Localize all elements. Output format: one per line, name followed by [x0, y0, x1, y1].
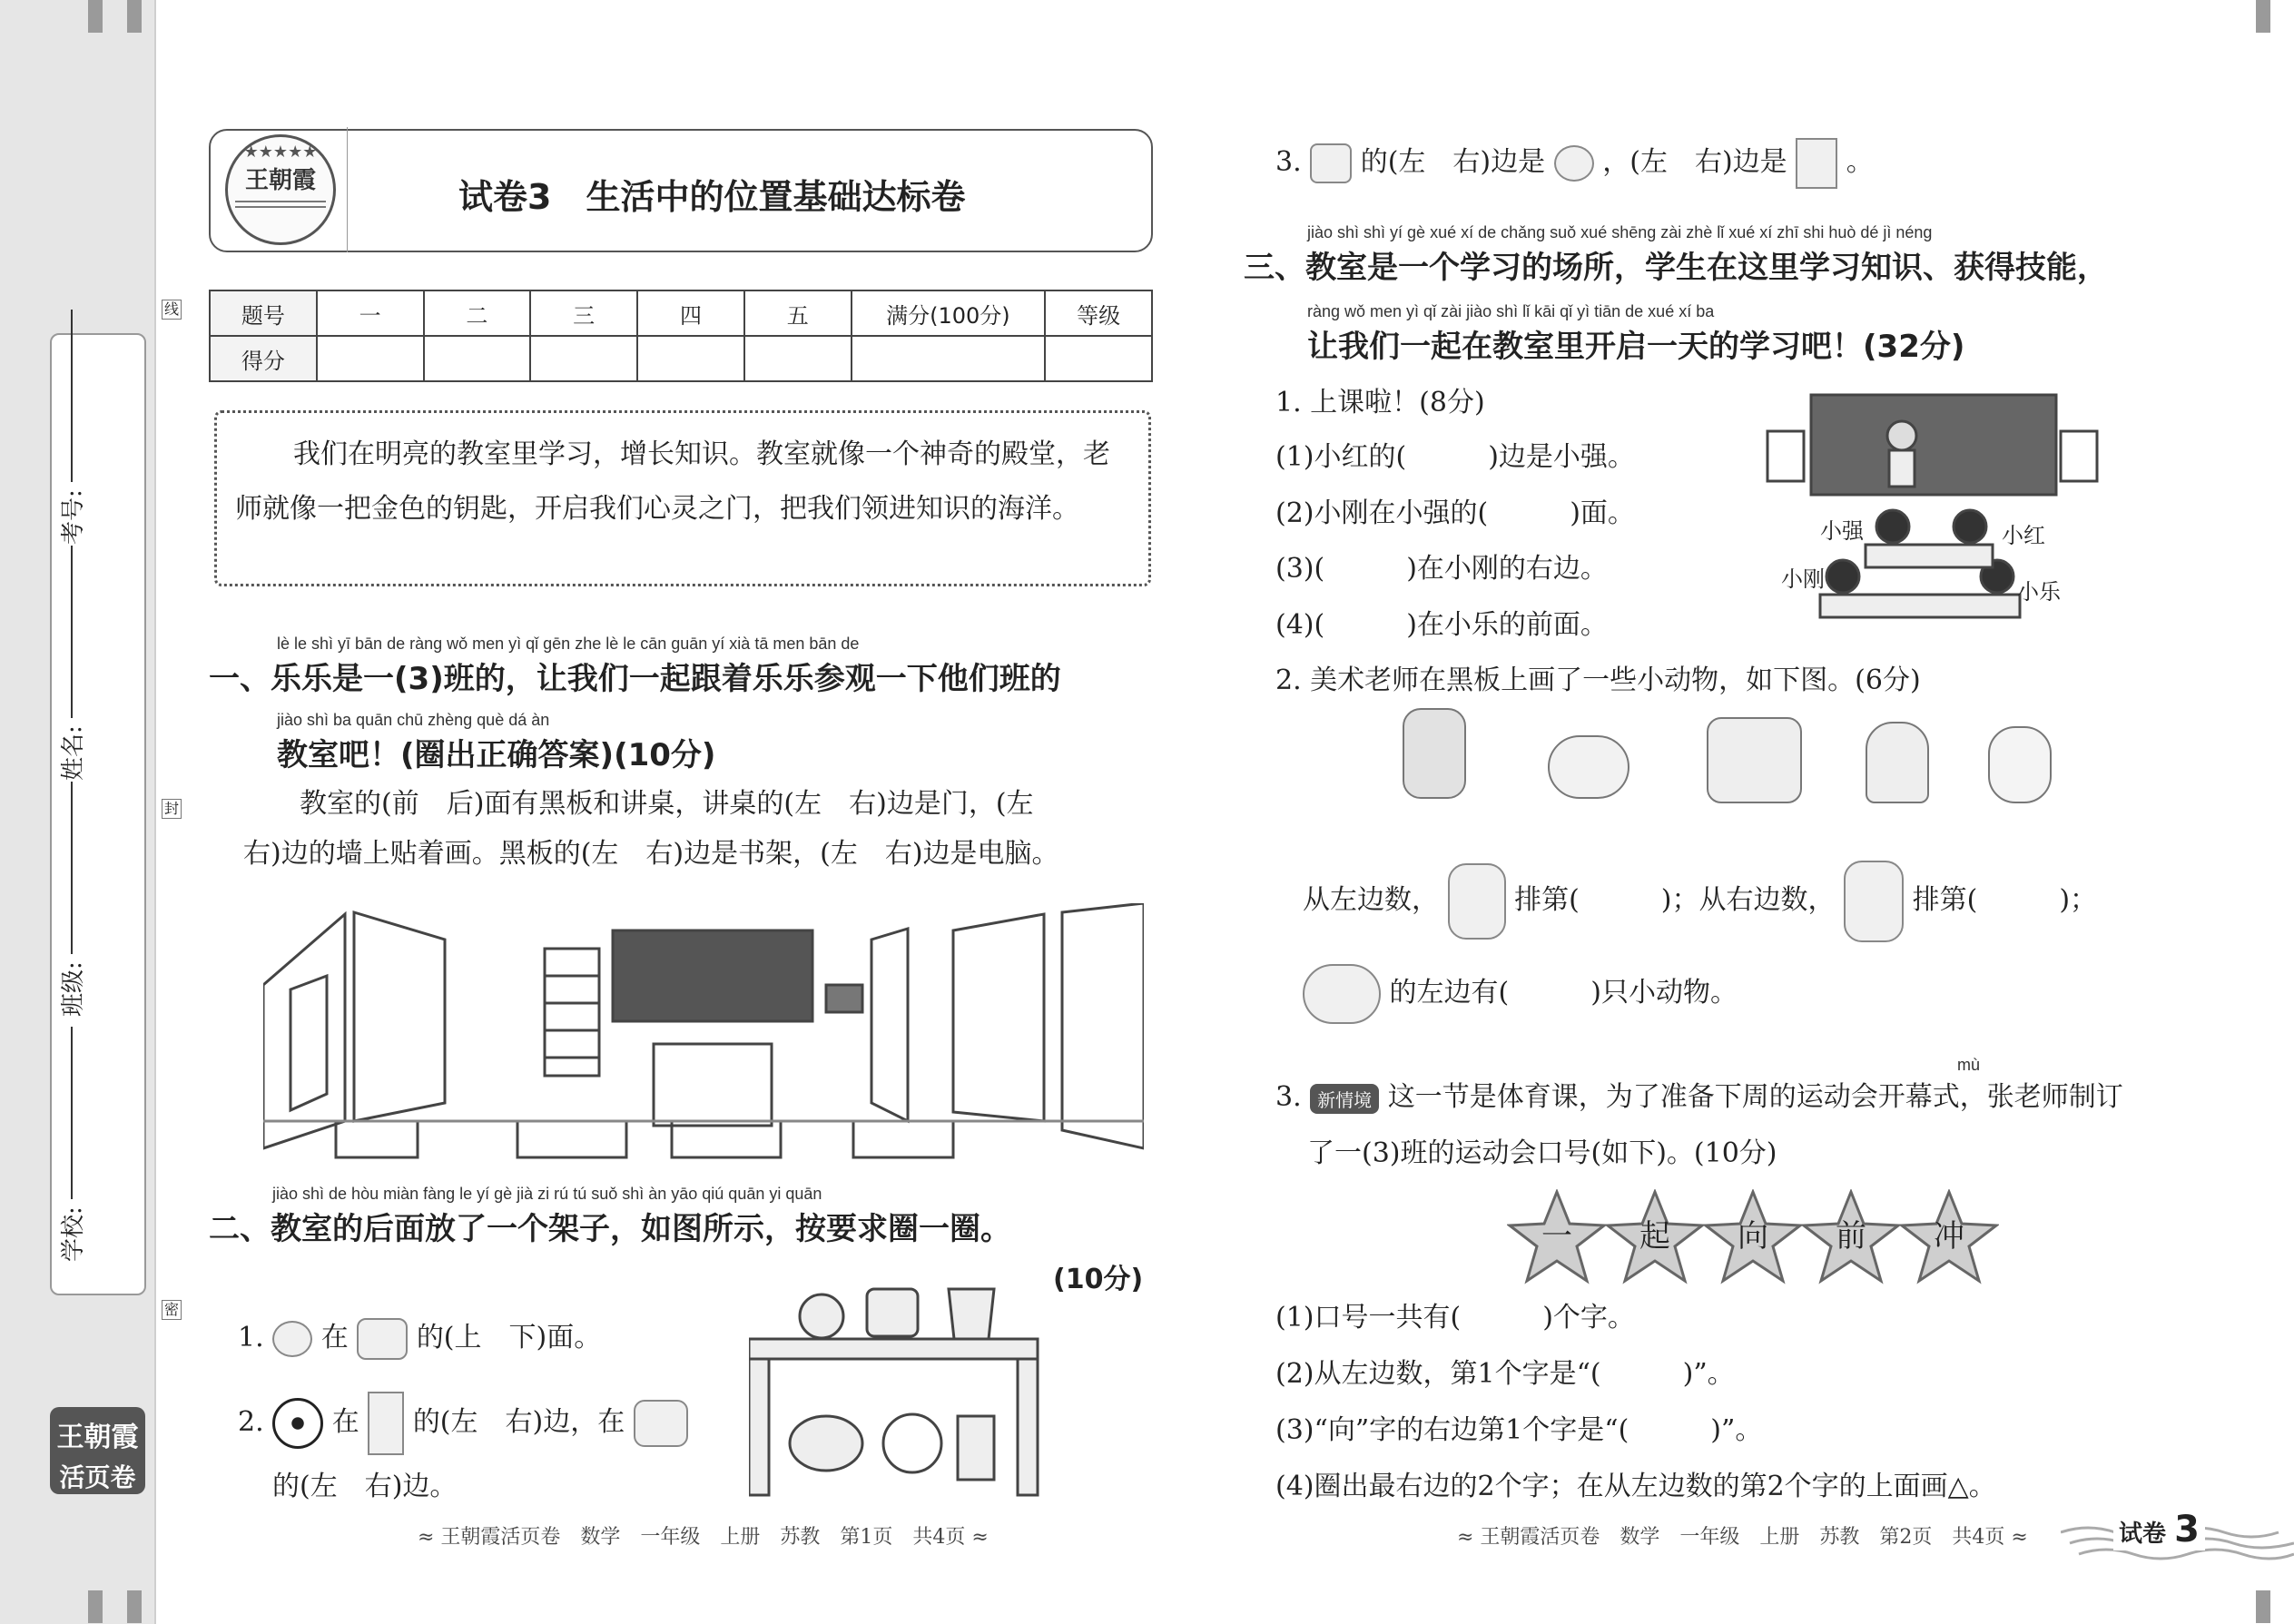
item-text: 在	[320, 1322, 349, 1353]
new-context-tag: 新情境	[1310, 1084, 1379, 1114]
q1-text[interactable]: 教室的(前 后)面有黑板和讲桌，讲桌的(左 右)边是门，(左	[300, 788, 1034, 820]
tomato-icon	[272, 1321, 312, 1357]
pinyin-line: lè le shì yī bān de ràng wǒ men yì qǐ gēn zhe lè le cān guān yí xià tā men bān de	[277, 635, 860, 653]
chicken-icon	[1448, 863, 1506, 940]
q3-heading-cont: 让我们一起在教室里开启一天的学习吧！(32分)	[1307, 329, 1965, 365]
sub3-item[interactable]: (2)从左边数，第1个字是“( )”。	[1275, 1358, 1735, 1390]
pinyin-line: ràng wǒ men yì qǐ zài jiào shì lǐ kāi qǐ yì tiān de xué xí ba	[1307, 302, 1715, 320]
tiger-icon	[1844, 861, 1904, 942]
sub2-line1[interactable]	[1303, 861, 2097, 942]
item-text: ，(左 右)边是	[1602, 146, 1787, 178]
sub2-line2[interactable]	[1303, 964, 1738, 1024]
item-text: 。	[1846, 146, 1874, 178]
score-cell[interactable]	[317, 336, 424, 381]
score-header-cell: 一	[317, 290, 424, 336]
score-header-cell: 三	[530, 290, 637, 336]
publisher-logo: ★★★★★ 王朝霞	[225, 134, 336, 245]
classroom-illustration	[263, 903, 1144, 1162]
score-cell[interactable]	[530, 336, 637, 381]
score-row-label: 得分	[210, 336, 317, 381]
sub3-text: 这一节是体育课，为了准备下周的运动会开幕式，张老师制订	[1387, 1081, 2123, 1113]
school-label: 学校:	[60, 1206, 87, 1262]
cup-icon	[1310, 143, 1352, 183]
cut-mark-seal: 封	[162, 799, 182, 819]
exam-number-label: 考号:	[60, 489, 87, 545]
binding-bar	[88, 0, 103, 33]
binding-bar	[127, 0, 142, 33]
score-cell[interactable]	[424, 336, 531, 381]
footer-right: ≈ 王朝霞活页卷 数学 一年级 上册 苏教 第2页 共4页 ≈	[1457, 1526, 2028, 1549]
slogan-star[interactable]	[1801, 1189, 1901, 1284]
star-char: 前	[1836, 1218, 1866, 1255]
binding-bar	[88, 1590, 103, 1623]
sub3-item[interactable]: (4)圈出最右边的2个字；在从左边数的第2个字的上面画△。	[1275, 1471, 1996, 1502]
sheep-icon	[1303, 964, 1381, 1024]
footer-left: ≈ 王朝霞活页卷 数学 一年级 上册 苏教 第1页 共4页 ≈	[418, 1526, 989, 1549]
dog-icon	[1988, 726, 2052, 803]
sub3-line1: 3. 新情境 这一节是体育课，为了准备下周的运动会开幕式，张老师制订	[1275, 1081, 2123, 1113]
score-header-cell: 五	[744, 290, 852, 336]
pinyin-line: jiào shì ba quān chū zhèng què dá àn	[277, 711, 550, 729]
score-cell[interactable]	[744, 336, 852, 381]
class-field[interactable]	[54, 782, 88, 1017]
q2-score: (10分)	[1053, 1264, 1144, 1295]
pinyin-mu: mù	[1957, 1056, 1981, 1074]
cut-mark-line: 线	[162, 300, 182, 320]
slogan-star[interactable]	[1703, 1189, 1803, 1284]
brand-line2: 活页卷	[59, 1462, 136, 1492]
score-header-cell: 等级	[1045, 290, 1152, 336]
item-text: 从左边数，	[1303, 884, 1439, 916]
school-field[interactable]	[54, 1027, 88, 1262]
label-xiaoqiang: 小强	[1820, 518, 1864, 544]
star-char: 起	[1639, 1218, 1670, 1255]
slogan-star[interactable]	[1899, 1189, 1999, 1284]
item-text: 在	[331, 1406, 359, 1438]
pitcher-icon	[1796, 138, 1837, 189]
q2-item2-cont[interactable]: 的(左 右)边。	[272, 1471, 458, 1502]
q2-item1[interactable]	[238, 1314, 601, 1360]
binding-bar	[2256, 0, 2270, 33]
score-header-row	[210, 290, 1152, 336]
soccer-ball-icon	[272, 1398, 323, 1449]
sub1-title: 1. 上课啦！(8分)	[1275, 387, 1485, 418]
q1-text[interactable]: 右)边的墙上贴着画。黑板的(左 右)边是书架，(左 右)边是电脑。	[243, 838, 1059, 870]
label-xiaohong: 小红	[2002, 523, 2045, 548]
sub1-item[interactable]: (3)( )在小刚的右边。	[1275, 553, 1608, 585]
item-text: 的左边有( )只小动物。	[1389, 977, 1738, 1009]
name-field[interactable]	[54, 546, 88, 781]
tiger-icon	[1403, 708, 1466, 799]
plant-icon	[368, 1392, 404, 1455]
score-cell[interactable]	[637, 336, 744, 381]
brand-badge	[50, 1407, 145, 1494]
sub3-item[interactable]: (1)口号一共有( )个字。	[1275, 1302, 1635, 1334]
pot-icon	[357, 1318, 408, 1360]
binding-bar	[127, 1590, 142, 1623]
sub3-item[interactable]: (3)“向”字的右边第1个字是“( )”。	[1275, 1414, 1763, 1446]
sub1-item[interactable]: (4)( )在小乐的前面。	[1275, 609, 1608, 641]
corner-label	[2113, 1509, 2205, 1550]
q1-heading: 一、乐乐是一(3)班的，让我们一起跟着乐乐参观一下他们班的	[209, 661, 1061, 697]
slogan-star[interactable]	[1605, 1189, 1705, 1284]
label-xiaogang: 小刚	[1781, 566, 1825, 592]
corner-number: 3	[2174, 1509, 2200, 1550]
class-label: 班级:	[60, 961, 87, 1017]
score-table	[209, 290, 1153, 382]
slogan-star[interactable]	[1507, 1189, 1607, 1284]
shelf-illustration	[749, 1280, 1039, 1498]
cut-mark-secret: 密	[162, 1300, 182, 1320]
q1-heading-cont: 教室吧！(圈出正确答案)(10分)	[277, 737, 716, 773]
sub3-text-cont: 了一(3)班的运动会口号(如下)。(10分)	[1307, 1137, 1777, 1169]
score-cell[interactable]	[1045, 336, 1152, 381]
page-title: 试卷3 生活中的位置基础达标卷	[458, 177, 966, 217]
sub1-item[interactable]: (2)小刚在小强的( )面。	[1275, 497, 1635, 529]
item-text: 排第( )；从右边数，	[1514, 884, 1836, 916]
cow-icon	[1707, 717, 1802, 803]
corner-label-text: 试卷	[2119, 1521, 2167, 1548]
score-cell[interactable]	[852, 336, 1046, 381]
score-header-cell: 满分(100分)	[852, 290, 1046, 336]
q2-item2[interactable]	[238, 1392, 688, 1455]
sub2-title: 2. 美术老师在黑板上画了一些小动物，如下图。(6分)	[1275, 664, 1921, 696]
q3-heading: 三、教室是一个学习的场所，学生在这里学习知识、获得技能，	[1244, 250, 2108, 286]
item-number: 3.	[1275, 146, 1302, 178]
pinyin-line: jiào shì de hòu miàn fàng le yí gè jià zi rú tú suǒ shì àn yāo qiú quān yi quān	[272, 1185, 822, 1203]
score-row	[210, 336, 1152, 381]
logo-text: 王朝霞	[244, 167, 316, 194]
label-xiaole: 小乐	[2017, 579, 2061, 605]
pinyin-line: jiào shì shì yí gè xué xí de chǎng suǒ xué shēng zài zhè lǐ xué xí zhī shi huò dé jì néng	[1307, 223, 1933, 241]
exam-number-field[interactable]	[54, 310, 88, 545]
q2-item3[interactable]	[1275, 138, 1874, 189]
item-text: 排第( )；	[1912, 884, 2098, 916]
item-text: 的(左 右)边是	[1360, 146, 1546, 178]
star-char: 冲	[1934, 1218, 1964, 1255]
sub1-item[interactable]: (1)小红的( )边是小强。	[1275, 441, 1635, 473]
q2-heading: 二、教室的后面放了一个架子，如图所示，按要求圈一圈。	[209, 1211, 1011, 1247]
tomato-icon	[1554, 145, 1594, 182]
brand-line1: 王朝霞	[56, 1422, 139, 1453]
pot-icon	[634, 1400, 688, 1447]
item-text: 的(左 右)边，在	[412, 1406, 625, 1438]
sheep-icon	[1548, 735, 1629, 799]
score-header-cell: 四	[637, 290, 744, 336]
score-header-cell: 二	[424, 290, 531, 336]
star-char: 向	[1738, 1218, 1768, 1255]
intro-passage: 我们在明亮的教室里学习，增长知识。教室就像一个神奇的殿堂，老师就像一把金色的钥匙，开启我们心灵之门，把我们领进知识的海洋。	[214, 410, 1151, 586]
chicken-icon	[1866, 722, 1929, 803]
item-number: 1.	[238, 1322, 264, 1353]
score-header-cell: 题号	[210, 290, 317, 336]
item-number: 2.	[238, 1406, 264, 1438]
binding-bar	[2256, 1590, 2270, 1623]
name-label: 姓名:	[60, 725, 87, 781]
star-char: 一	[1541, 1218, 1572, 1255]
item-text: 的(上 下)面。	[416, 1322, 602, 1353]
